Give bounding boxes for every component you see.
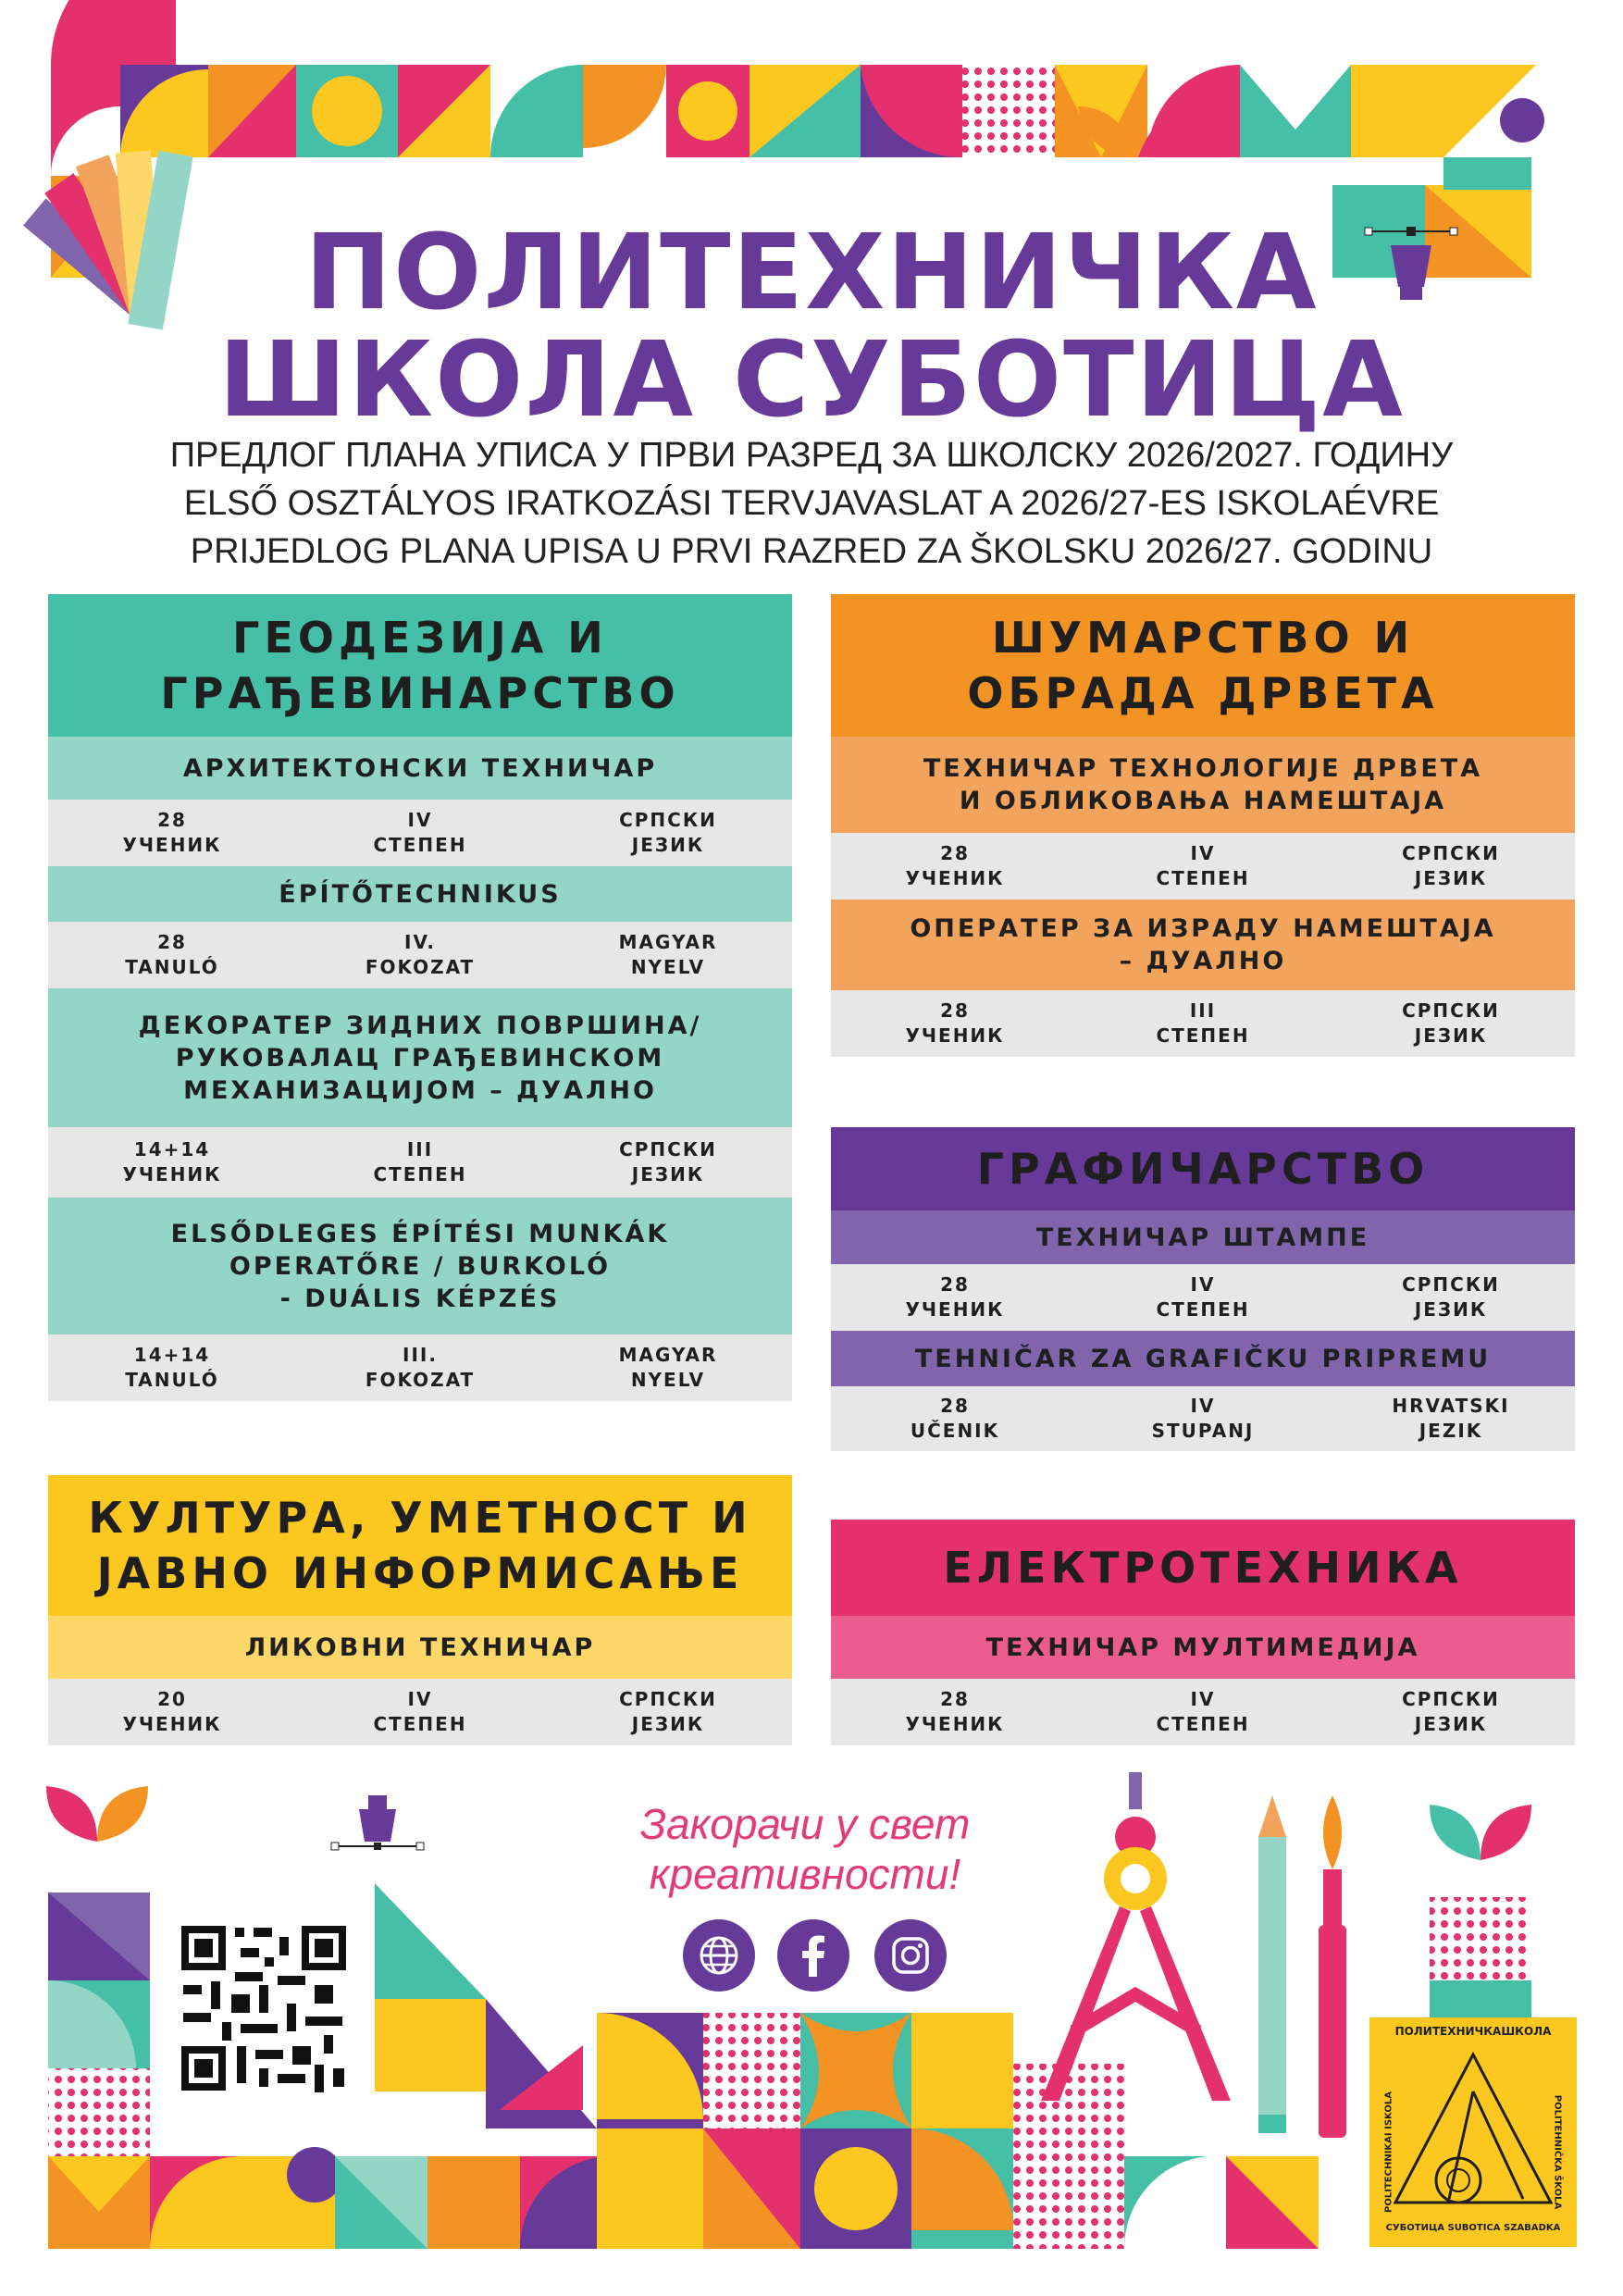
student-count: 20 УЧЕНИК — [122, 1688, 222, 1735]
logo-text-right: POLITEHNIČKA ŠKOLA — [1552, 2094, 1563, 2210]
program-info-row — [48, 1679, 792, 1745]
teaching-language: СРПСКИ ЈЕЗИК — [619, 809, 717, 856]
student-count: 28 УЧЕНИК — [905, 1688, 1005, 1735]
school-title-line2: ШКОЛА СУБОТИЦА — [218, 320, 1405, 441]
program-furniture-operator-dual: ОПЕРАТЕР ЗА ИЗРАДУ НАМЕШТАЈА – ДУАЛНО — [831, 900, 1575, 990]
logo-text-bottom: СУБОТИЦА SUBOTICA SZABADKA — [1385, 2223, 1561, 2233]
education-level: III СТЕПЕН — [373, 1138, 467, 1185]
program-info-row — [831, 1679, 1575, 1745]
section-culture — [48, 1475, 792, 1745]
slogan — [592, 1799, 1018, 1899]
program-info-row — [831, 1264, 1575, 1331]
teaching-language: СРПСКИ ЈЕЗИК — [619, 1688, 717, 1735]
education-level: IV СТЕПЕН — [373, 809, 467, 856]
program-info-row — [831, 990, 1575, 1057]
section-forestry-title: ШУМАРСТВО И ОБРАДА ДРВЕТА — [831, 594, 1575, 737]
instagram-icon[interactable] — [874, 1919, 947, 1992]
teaching-language: СРПСКИ ЈЕЗИК — [1402, 1273, 1500, 1321]
student-count: 28 УЧЕНИК — [905, 1273, 1005, 1321]
qr-code — [176, 1920, 352, 2096]
education-level: IV. FOKOZAT — [365, 931, 476, 978]
school-title-line1: ПОЛИТЕХНИЧКА — [304, 213, 1319, 333]
facebook-icon[interactable] — [777, 1919, 849, 1992]
slogan-line2: креативности! — [649, 1850, 961, 1898]
teaching-language: HRVATSKI JEZIK — [1392, 1395, 1510, 1442]
program-construction-operator-dual: ELSŐDLEGES ÉPÍTÉSI MUNKÁK OPERATŐRE / BURKOLÓ - DUÁLIS KÉPZÉS — [48, 1198, 792, 1334]
program-info-row — [48, 1334, 792, 1401]
slogan-line1: Закорачи у свет — [639, 1800, 971, 1848]
student-count: 28 УЧЕНИК — [905, 999, 1005, 1047]
student-count: 28 УЧЕНИК — [905, 842, 1005, 889]
teaching-language: СРПСКИ ЈЕЗИК — [1402, 1688, 1500, 1735]
subtitle-serbian: ПРЕДЛОГ ПЛАНА УПИСА У ПРВИ РАЗРЕД ЗА ШКОЛСКУ 2026/2027. ГОДИНУ — [169, 436, 1454, 475]
program-epitotechnikus: ÉPÍTŐTECHNIKUS — [48, 866, 792, 922]
section-electro-title: ЕЛЕКТРОТЕХНИКА — [831, 1520, 1575, 1616]
student-count: 14+14 TANULÓ — [125, 1344, 219, 1391]
teaching-language: СРПСКИ ЈЕЗИК — [619, 1138, 717, 1185]
program-wall-decorator-dual: ДЕКОРАТЕР ЗИДНИХ ПОВРШИНА/ РУКОВАЛАЦ ГРАЂЕВИНСКОМ МЕХАНИЗАЦИЈОМ – ДУАЛНО — [48, 988, 792, 1127]
student-count: 14+14 УЧЕНИК — [122, 1138, 222, 1185]
program-prepress-technician: TEHNIČAR ZA GRAFIČKU PRIPREMU — [831, 1331, 1575, 1386]
program-info-row — [831, 833, 1575, 900]
program-print-technician: ТЕХНИЧАР ШТАМПЕ — [831, 1210, 1575, 1264]
program-wood-technology-technician: ТЕХНИЧАР ТЕХНОЛОГИЈЕ ДРВЕТА И ОБЛИКОВАЊА НАМЕШТАЈА — [831, 737, 1575, 833]
education-level: IV STUPANJ — [1151, 1395, 1255, 1442]
program-info-row — [831, 1386, 1575, 1451]
education-level: III. FOKOZAT — [365, 1344, 476, 1391]
globe-icon[interactable] — [683, 1919, 755, 1992]
logo-text-left: POLITECHNIKAI ISKOLA — [1383, 2091, 1394, 2213]
teaching-language: MAGYAR NYELV — [618, 1344, 718, 1391]
education-level: IV СТЕПЕН — [1156, 842, 1250, 889]
education-level: IV СТЕПЕН — [1156, 1688, 1250, 1735]
education-level: III СТЕПЕН — [1156, 999, 1250, 1047]
program-fine-art-technician: ЛИКОВНИ ТЕХНИЧАР — [48, 1616, 792, 1679]
school-logo — [1369, 2017, 1577, 2247]
subtitle-croatian: PRIJEDLOG PLANA UPISA U PRVI RAZRED ZA ŠKOLSKU 2026/27. GODINU — [190, 532, 1433, 571]
program-multimedia-technician: ТЕХНИЧАР МУЛТИМЕДИЈА — [831, 1616, 1575, 1679]
section-graphics — [831, 1127, 1575, 1451]
program-architectural-technician: АРХИТЕКТОНСКИ ТЕХНИЧАР — [48, 737, 792, 800]
teaching-language: СРПСКИ ЈЕЗИК — [1402, 999, 1500, 1047]
program-info-row — [48, 1127, 792, 1198]
program-info-row — [48, 922, 792, 988]
education-level: IV СТЕПЕН — [373, 1688, 467, 1735]
student-count: 28 УЧЕНИК — [122, 809, 222, 856]
subtitle-hungarian: ELSŐ OSZTÁLYOS IRATKOZÁSI TERVJAVASLAT A 2026/27-ES ISKOLAÉVRE — [183, 484, 1440, 523]
teaching-language: MAGYAR NYELV — [618, 931, 718, 978]
section-graphics-title: ГРАФИЧАРСТВО — [831, 1127, 1575, 1210]
logo-text-top: ПОЛИТЕХНИЧКАШКОЛА — [1394, 2025, 1552, 2038]
section-geodesy — [48, 594, 792, 1401]
section-electro — [831, 1520, 1575, 1745]
education-level: IV СТЕПЕН — [1156, 1273, 1250, 1321]
section-geodesy-title: ГЕОДЕЗИЈА И ГРАЂЕВИНАРСТВО — [48, 594, 792, 737]
student-count: 28 TANULÓ — [125, 931, 219, 978]
teaching-language: СРПСКИ ЈЕЗИК — [1402, 842, 1500, 889]
section-forestry — [831, 594, 1575, 1057]
section-culture-title: КУЛТУРА, УМЕТНОСТ И ЈАВНО ИНФОРМИСАЊЕ — [48, 1475, 792, 1616]
student-count: 28 UČENIK — [910, 1395, 1000, 1442]
program-info-row — [48, 800, 792, 866]
